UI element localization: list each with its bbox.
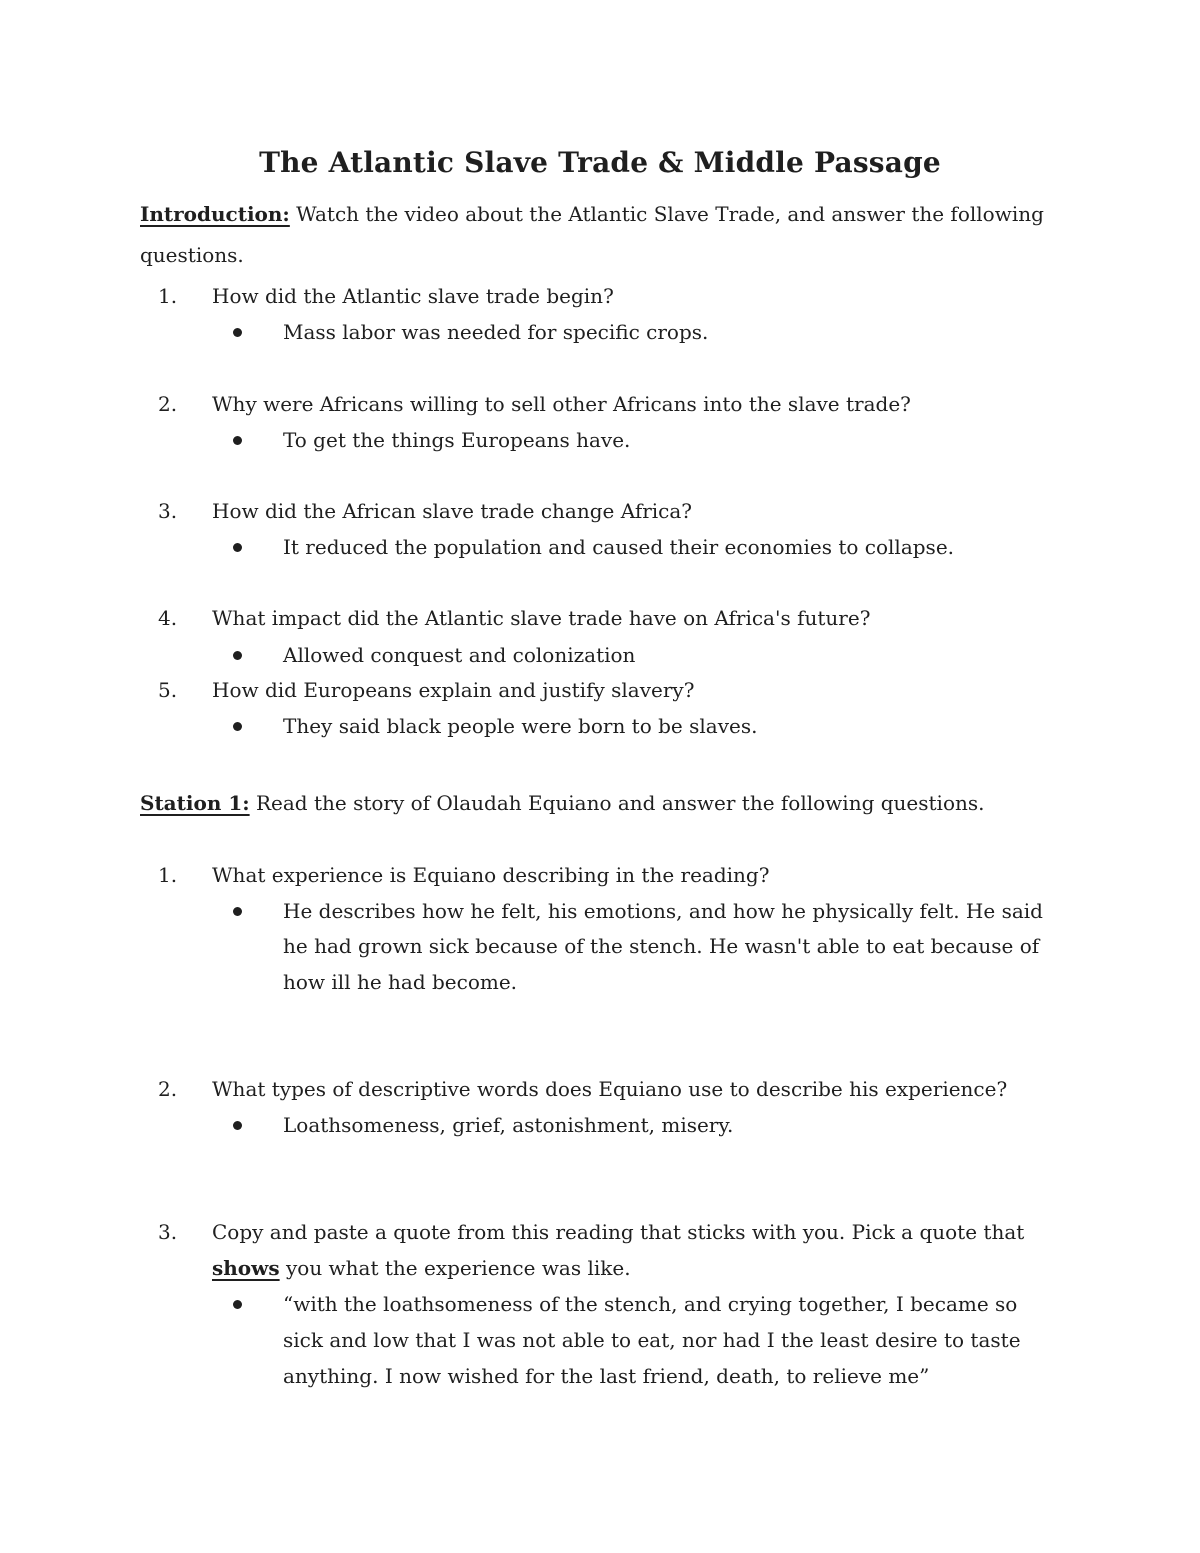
station1-q3-answer-line3: anything. I now wished for the last friend, death, to relieve me” (283, 1364, 930, 1388)
intro-q5-answer: They said black people were born to be slaves. (283, 714, 758, 738)
intro-q3-number: 3. (158, 499, 178, 523)
station1-q2-question: What types of descriptive words does Equiano use to describe his experience? (212, 1077, 1008, 1101)
bullet-icon (233, 1300, 242, 1309)
intro-q1-question: How did the Atlantic slave trade begin? (212, 284, 614, 308)
station1-text: Read the story of Olaudah Equiano and answer the following questions. (249, 791, 985, 815)
emphasis-shows: shows (212, 1256, 280, 1280)
bullet-icon (233, 543, 242, 552)
station1-q1-question: What experience is Equiano describing in the reading? (212, 863, 770, 887)
station1-q3-question-line2 (212, 1250, 631, 1286)
station1-q1-number: 1. (158, 863, 178, 887)
intro-q3-answer: It reduced the population and caused their economies to collapse. (283, 535, 955, 559)
bullet-icon (233, 328, 242, 337)
page-title: The Atlantic Slave Trade & Middle Passage (259, 146, 941, 179)
station1-q3-question-line2-rest: you what the experience was like. (279, 1256, 631, 1280)
bullet-icon (233, 651, 242, 660)
intro-paragraph (140, 196, 1044, 232)
intro-q1-answer: Mass labor was needed for specific crops. (283, 320, 709, 344)
station1-q3-number: 3. (158, 1220, 178, 1244)
station1-q1-answer-line1: He describes how he felt, his emotions, and how he physically felt. He said (283, 899, 1043, 923)
intro-text-continued: questions. (140, 243, 244, 267)
station1-q2-number: 2. (158, 1077, 178, 1101)
station1-q1-answer-line2: he had grown sick because of the stench. He wasn't able to eat because of (283, 934, 1040, 958)
bullet-icon (233, 907, 242, 916)
station1-q2-answer: Loathsomeness, grief, astonishment, misery. (283, 1113, 734, 1137)
station1-q3-question-line1: Copy and paste a quote from this reading that sticks with you. Pick a quote that (212, 1220, 1025, 1244)
intro-text: Watch the video about the Atlantic Slave Trade, and answer the following (289, 202, 1044, 226)
bullet-icon (233, 1121, 242, 1130)
station1-label: Station 1: (140, 791, 250, 815)
bullet-icon (233, 722, 242, 731)
intro-q4-answer: Allowed conquest and colonization (283, 643, 636, 667)
intro-q3-question: How did the African slave trade change Africa? (212, 499, 693, 523)
intro-q2-number: 2. (158, 392, 178, 416)
bullet-icon (233, 436, 242, 445)
station1-q1-answer-line3: how ill he had become. (283, 970, 518, 994)
intro-q2-answer: To get the things Europeans have. (283, 428, 631, 452)
intro-q5-question: How did Europeans explain and justify slavery? (212, 678, 695, 702)
station1-q3-answer-line1: “with the loathsomeness of the stench, and crying together, I became so (283, 1292, 1018, 1316)
intro-q5-number: 5. (158, 678, 178, 702)
intro-q1-number: 1. (158, 284, 178, 308)
intro-q4-number: 4. (158, 606, 178, 630)
intro-q2-question: Why were Africans willing to sell other Africans into the slave trade? (212, 392, 911, 416)
station1-q3-answer-line2: sick and low that I was not able to eat, nor had I the least desire to taste (283, 1328, 1021, 1352)
station1-paragraph (140, 785, 985, 821)
intro-label: Introduction: (140, 202, 290, 226)
intro-q4-question: What impact did the Atlantic slave trade have on Africa's future? (212, 606, 871, 630)
